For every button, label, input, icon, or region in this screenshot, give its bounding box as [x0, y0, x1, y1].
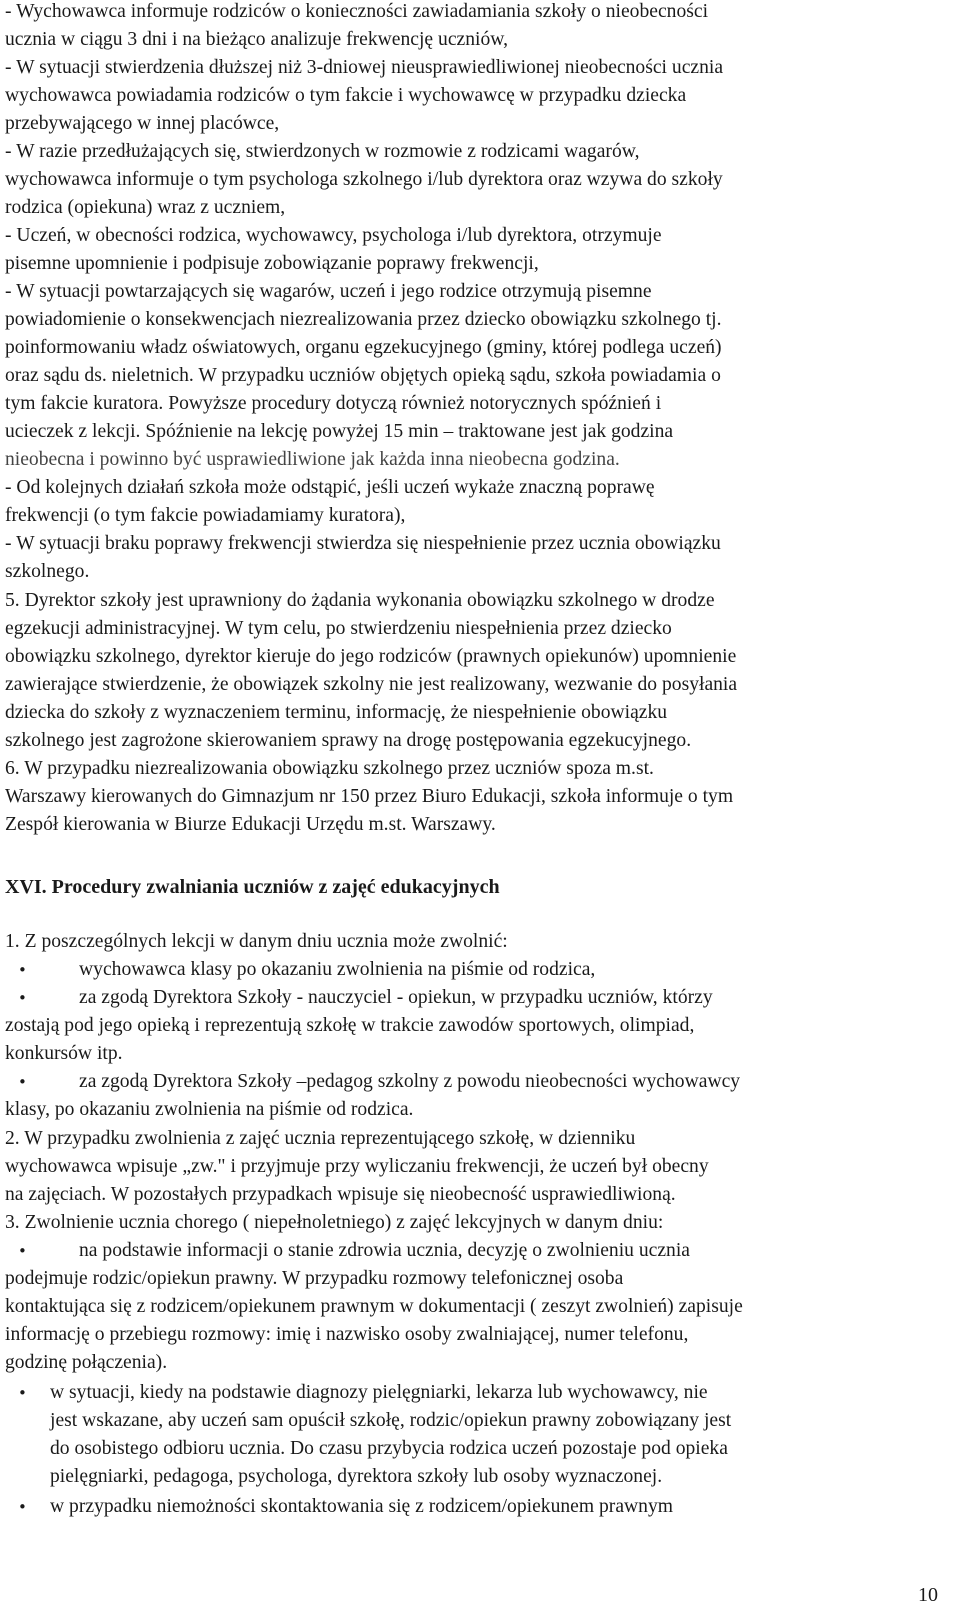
text-line: obowiązku szkolnego, dyrektor kieruje do jego rodziców (prawnych opiekunów) upomnienie [5, 646, 737, 667]
text-line: wychowawca wpisuje „zw." i przyjmuje przy wyliczaniu frekwencji, że uczeń był obecny [5, 1156, 709, 1177]
list-item: w sytuacji, kiedy na podstawie diagnozy pielęgniarki, lekarza lub wychowawcy, nie [50, 1382, 708, 1403]
list-item: wychowawca klasy po okazaniu zwolnienia na piśmie od rodzica, [79, 959, 596, 980]
bullet-icon: • [18, 961, 27, 979]
text-line: na zajęciach. W pozostałych przypadkach wpisuje się nieobecność usprawiedliwioną. [5, 1184, 676, 1205]
text-line: wychowawca powiadamia rodziców o tym fakcie i wychowawcę w przypadku dziecka [5, 85, 687, 106]
bullet-icon: • [18, 989, 27, 1007]
text-line: poinformowaniu władz oświatowych, organu egzekucyjnego (gminy, której podlega uczeń) [5, 337, 722, 358]
text-line: oraz sądu ds. nieletnich. W przypadku uczniów objętych opieką sądu, szkoła powiadamia o [5, 365, 721, 386]
list-item: w przypadku niemożności skontaktowania się z rodzicem/opiekunem prawnym [50, 1496, 674, 1517]
text-line: konkursów itp. [5, 1043, 123, 1064]
text-line: szkolnego. [5, 561, 90, 582]
text-line: szkolnego jest zagrożone skierowaniem sprawy na drogę postępowania egzekucyjnego. [5, 730, 692, 751]
text-line: kontaktująca się z rodzicem/opiekunem prawnym w dokumentacji ( zeszyt zwolnień) zapisuje [5, 1296, 743, 1317]
text-line: - W sytuacji braku poprawy frekwencji stwierdza się niespełnienie przez ucznia obowiązku [5, 533, 721, 554]
text-line: klasy, po okazaniu zwolnienia na piśmie od rodzica. [5, 1099, 414, 1120]
text-line: pisemne upomnienie i podpisuje zobowiązanie poprawy frekwencji, [5, 253, 539, 274]
bullet-icon: • [18, 1384, 27, 1402]
text-line: jest wskazane, aby uczeń sam opuścił szkołę, rodzic/opiekun prawny zobowiązany jest [50, 1410, 732, 1431]
bullet-icon: • [18, 1498, 27, 1516]
text-line: - Od kolejnych działań szkoła może odstąpić, jeśli uczeń wykaże znaczną poprawę [5, 477, 655, 498]
list-item: na podstawie informacji o stanie zdrowia ucznia, decyzję o zwolnieniu ucznia [79, 1240, 690, 1261]
section-heading: XVI. Procedury zwalniania uczniów z zajęć edukacyjnych [5, 876, 500, 898]
text-line: 2. W przypadku zwolnienia z zajęć ucznia reprezentującego szkołę, w dzienniku [5, 1128, 636, 1149]
text-line: zostają pod jego opieką i reprezentują szkołę w trakcie zawodów sportowych, olimpiad, [5, 1015, 695, 1036]
text-line: pielęgniarki, pedagoga, psychologa, dyrektora szkoły lub osoby wyznaczonej. [50, 1466, 663, 1487]
text-line: godzinę połączenia). [5, 1352, 168, 1373]
text-line: ucznia w ciągu 3 dni i na bieżąco analizuje frekwencję uczniów, [5, 29, 509, 50]
page-number: 10 [918, 1584, 938, 1606]
text-line: 5. Dyrektor szkoły jest uprawniony do żądania wykonania obowiązku szkolnego w drodze [5, 590, 715, 611]
text-line: ucieczek z lekcji. Spóźnienie na lekcję powyżej 15 min – traktowane jest jak godzina [5, 421, 674, 442]
text-line: tym fakcie kuratora. Powyższe procedury dotyczą również notorycznych spóźnień i [5, 393, 662, 414]
text-line: powiadomienie o konsekwencjach niezrealizowania przez dziecko obowiązku szkolnego tj. [5, 309, 722, 330]
text-line: 6. W przypadku niezrealizowania obowiązku szkolnego przez uczniów spoza m.st. [5, 758, 654, 779]
text-line: frekwencji (o tym fakcie powiadamiamy kuratora), [5, 505, 406, 526]
text-line: informację o przebiegu rozmowy: imię i nazwisko osoby zwalniającej, numer telefonu, [5, 1324, 689, 1345]
text-line: - Uczeń, w obecności rodzica, wychowawcy, psychologa i/lub dyrektora, otrzymuje [5, 225, 662, 246]
bullet-icon: • [18, 1073, 27, 1091]
text-line: wychowawca informuje o tym psychologa szkolnego i/lub dyrektora oraz wzywa do szkoły [5, 169, 723, 190]
text-line: zawierające stwierdzenie, że obowiązek szkolny nie jest realizowany, wezwanie do posyłania [5, 674, 738, 695]
text-line: dziecka do szkoły z wyznaczeniem terminu, informację, że niespełnienie obowiązku [5, 702, 668, 723]
text-line: rodzica (opiekuna) wraz z uczniem, [5, 197, 286, 218]
text-line: 3. Zwolnienie ucznia chorego ( niepełnoletniego) z zajęć lekcyjnych w danym dniu: [5, 1212, 664, 1233]
text-line: do osobistego odbioru ucznia. Do czasu przybycia rodzica uczeń pozostaje pod opieka [50, 1438, 728, 1459]
text-line: Zespół kierowania w Biurze Edukacji Urzędu m.st. Warszawy. [5, 814, 496, 835]
text-line: - W sytuacji stwierdzenia dłuższej niż 3-dniowej nieusprawiedliwionej nieobecności ucznia [5, 57, 724, 78]
text-line: egzekucji administracyjnej. W tym celu, po stwierdzeniu niespełnienia przez dziecko [5, 618, 672, 639]
text-line: - W sytuacji powtarzających się wagarów, uczeń i jego rodzice otrzymują pisemne [5, 281, 652, 302]
list-item: za zgodą Dyrektora Szkoły - nauczyciel - opiekun, w przypadku uczniów, którzy [79, 987, 713, 1008]
text-line: Warszawy kierowanych do Gimnazjum nr 150 przez Biuro Edukacji, szkoła informuje o tym [5, 786, 734, 807]
list-item: za zgodą Dyrektora Szkoły –pedagog szkolny z powodu nieobecności wychowawcy [79, 1071, 741, 1092]
text-line: 1. Z poszczególnych lekcji w danym dniu ucznia może zwolnić: [5, 931, 508, 952]
text-line: - Wychowawca informuje rodziców o konieczności zawiadamiania szkoły o nieobecności [5, 1, 709, 22]
text-line: przebywającego w innej placówce, [5, 113, 280, 134]
bullet-icon: • [18, 1242, 27, 1260]
text-line: nieobecna i powinno być usprawiedliwione jak każda inna nieobecna godzina. [5, 449, 620, 470]
text-line: - W razie przedłużających się, stwierdzonych w rozmowie z rodzicami wagarów, [5, 141, 640, 162]
text-line: podejmuje rodzic/opiekun prawny. W przypadku rozmowy telefonicznej osoba [5, 1268, 624, 1289]
